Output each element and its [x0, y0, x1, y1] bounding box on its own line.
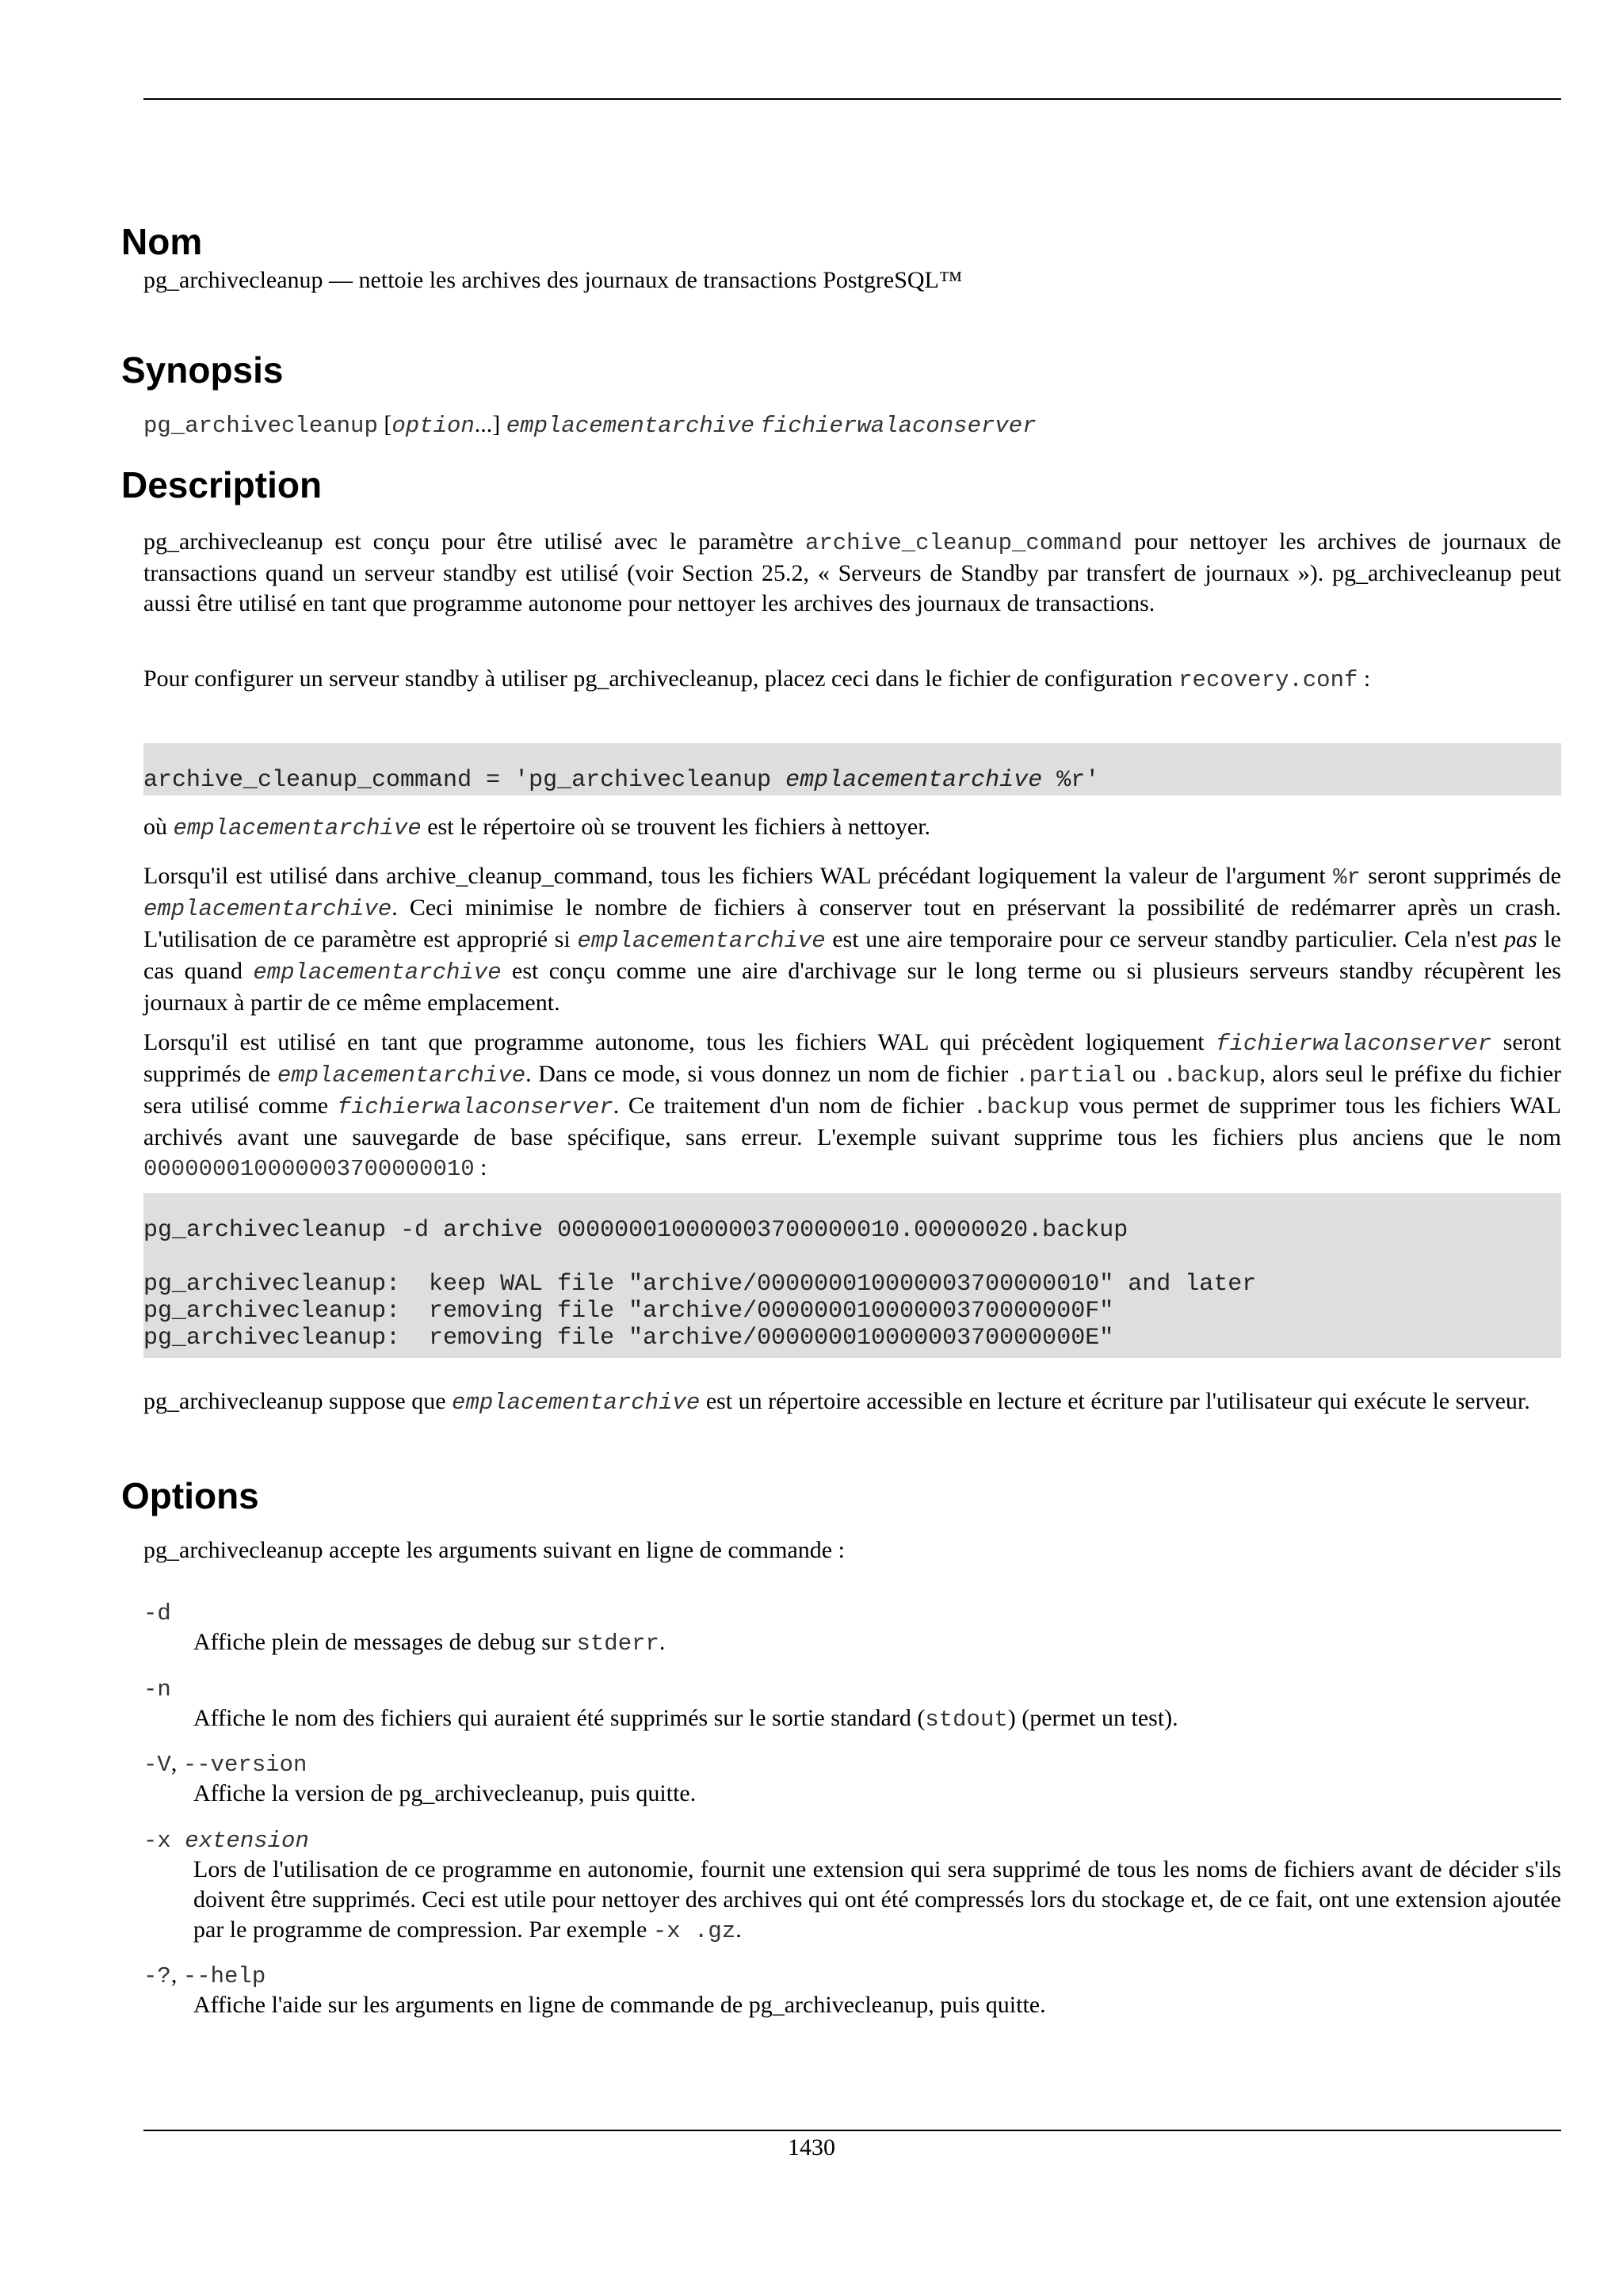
- synopsis-cmd: pg_archivecleanup: [143, 413, 378, 439]
- header-rule: [143, 98, 1561, 100]
- synopsis-ellipsis: ...]: [474, 411, 506, 437]
- description-p6: pg_archivecleanup suppose que emplacementarchive est un répertoire accessible en lecture et écriture par l'utilisateur qui exécute le serveur.: [143, 1388, 1530, 1416]
- option-n-term: -n: [143, 1676, 171, 1703]
- synopsis-arg2: fichierwalaconserver: [760, 413, 1037, 439]
- option-help-desc: Affiche l'aide sur les arguments en ligne de commande de pg_archivecleanup, puis quitte.: [193, 1992, 1046, 2018]
- options-intro: pg_archivecleanup accepte les arguments suivant en ligne de commande :: [143, 1537, 845, 1563]
- heading-synopsis: Synopsis: [121, 349, 284, 391]
- option-d-desc: Affiche plein de messages de debug sur stderr.: [193, 1629, 666, 1657]
- option-n-desc: Affiche le nom des fichiers qui auraient été supprimés sur le sortie standard (stdout) (permet un test).: [193, 1705, 1178, 1733]
- option-x-term: -x extension: [143, 1828, 309, 1854]
- option-version-term: -V, --version: [143, 1750, 307, 1778]
- synopsis-option: option: [391, 413, 475, 439]
- page-number: 1430: [788, 2134, 835, 2161]
- option-d-term: -d: [143, 1600, 171, 1627]
- nom-text: pg_archivecleanup — nettoie les archives des journaux de transactions PostgreSQL™: [143, 267, 963, 293]
- description-p4: Lorsqu'il est utilisé dans archive_cleanup_command, tous les fichiers WAL précédant logiquement la valeur de l'argument %r seront supprimés de emplacementarchive. Ceci minimise le nombre de fichiers à conserver tout en préservant la possibilité de redémarrer après un crash. L'utilisation de ce paramètre est approprié si emplacementarchive est une aire temporaire pour ce serveur standby particulier. Cela n'est pas le cas quand emplacementarchive est conçu comme une aire d'archivage sur le long terme ou si plusieurs serveurs standby récupèrent les journaux à partir de ce même emplacement.: [143, 863, 1562, 1016]
- heading-nom: Nom: [121, 221, 203, 262]
- heading-description: Description: [121, 464, 323, 505]
- footer-rule: [143, 2130, 1561, 2131]
- description-p1: pg_archivecleanup est conçu pour être utilisé avec le paramètre archive_cleanup_command pour nettoyer les archives de journaux de transactions quand un serveur standby est utilisé (voir Section 25.2, « Serveurs de Standby par transfert de journaux »). pg_archivecleanup peut aussi être utilisé en tant que programme autonome pour nettoyer les archives des journaux de transactions.: [143, 528, 1561, 616]
- option-help-term: -?, --help: [143, 1962, 266, 1989]
- option-x-desc: Lors de l'utilisation de ce programme en autonomie, fournit une extension qui sera supprimé de tous les noms de fichiers avant de décider s'ils doivent être supprimés. Ceci est utile pour nettoyer des archives qui ont été compressés lors du stockage et, de ce fait, ont une extension ajoutée par le programme de compression. Par exemple -x .gz.: [193, 1856, 1561, 1944]
- description-p2: Pour configurer un serveur standby à utiliser pg_archivecleanup, placez ceci dans le fichier de configuration recovery.conf :: [143, 666, 1371, 693]
- synopsis-line: [143, 410, 1561, 441]
- code-block-config: archive_cleanup_command = 'pg_archivecleanup emplacementarchive %r': [143, 743, 1561, 795]
- description-p3: où emplacementarchive est le répertoire où se trouvent les fichiers à nettoyer.: [143, 814, 931, 841]
- synopsis-open: [: [377, 411, 392, 437]
- description-p5: Lorsqu'il est utilisé en tant que programme autonome, tous les fichiers WAL qui précèdent logiquement fichierwalaconserver seront supprimés de emplacementarchive. Dans ce mode, si vous donnez un nom de fichier .partial ou .backup, alors seul le préfixe du fichier sera utilisé comme fichierwalaconserver. Ce traitement d'un nom de fichier .backup vous permet de supprimer tous les fichiers WAL archivés avant une sauvegarde de base spécifique, sans erreur. L'exemple suivant supprime tous les fichiers plus anciens que le nom 000000010000003700000010 :: [143, 1029, 1562, 1182]
- heading-options: Options: [121, 1475, 259, 1516]
- synopsis-arg1: emplacementarchive: [506, 413, 755, 439]
- code-block-example: pg_archivecleanup -d archive 000000010000003700000010.00000020.backup pg_archivecleanup: keep WAL file "archive/000000010000003700000010" and later pg_archivecleanup: removing file "archive/00000001000000370000000F" pg_archivecleanup: removing file "archive/00000001000000370000000E": [143, 1193, 1561, 1358]
- option-version-desc: Affiche la version de pg_archivecleanup, puis quitte.: [193, 1780, 697, 1806]
